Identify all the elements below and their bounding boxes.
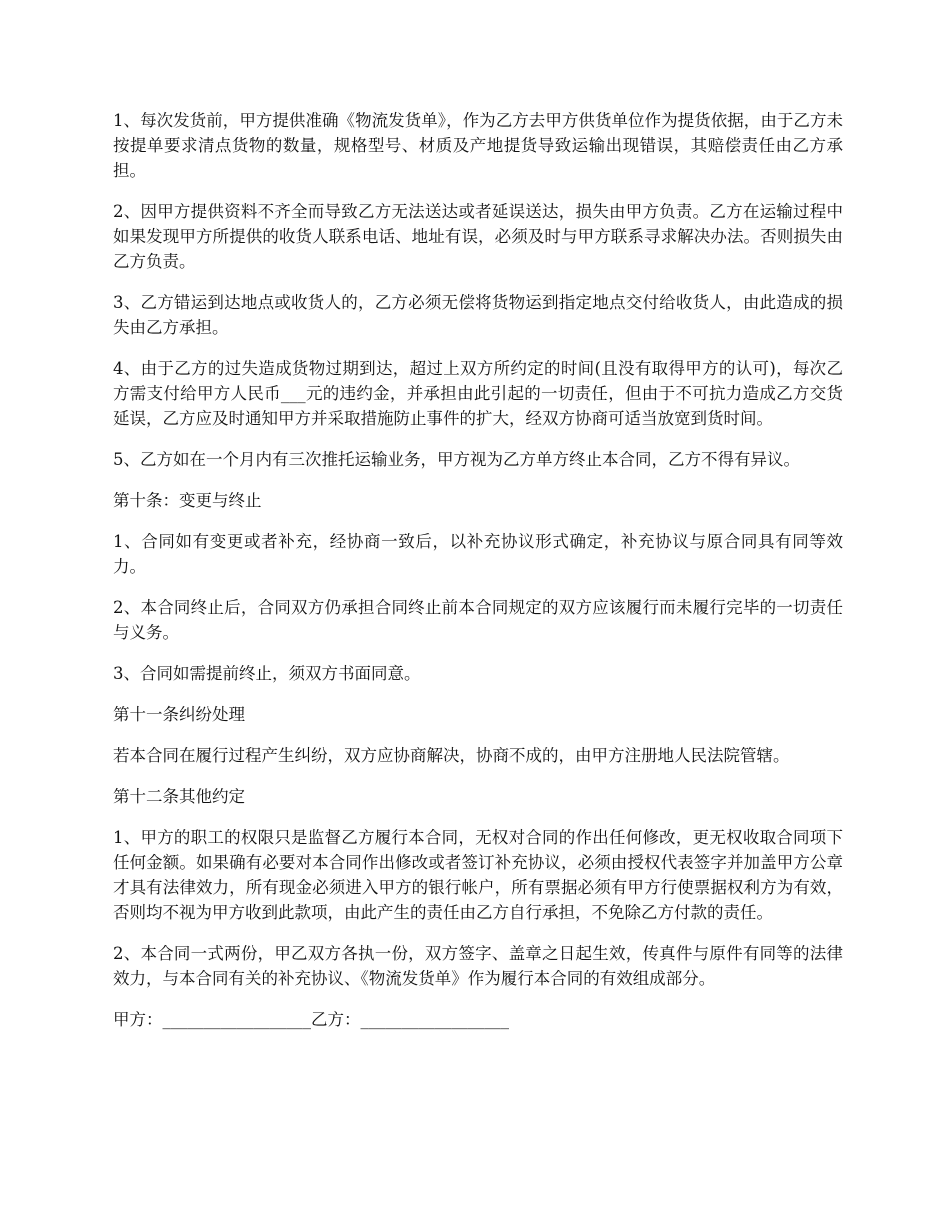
clause-1-delivery-order: 1、每次发货前，甲方提供准确《物流发货单》，作为乙方去甲方供货单位作为提货依据，由于乙方未按提单要求清点货物的数量，规格型号、材质及产地提货导致运输出现错误，其赔偿责任由乙方承担。: [113, 111, 843, 180]
article-12-clause-2: 2、本合同一式两份，甲乙双方各执一份，双方签字、盖章之日起生效，传真件与原件有同等的法律效力，与本合同有关的补充协议、《物流发货单》作为履行本合同的有效组成部分。: [113, 944, 843, 988]
clause-4-late-delivery: 4、由于乙方的过失造成货物过期到达，超过上双方所约定的时间(且没有取得甲方的认可)，每次乙方需支付给甲方人民币___元的违约金，并承担由此引起的一切责任，但由于不可抗力造成乙方交货延误，乙方应及时通知甲方并采取措施防止事件的扩大，经双方协商可适当放宽到货时间。: [113, 359, 843, 428]
clause-3-wrong-delivery: 3、乙方错运到达地点或收货人的，乙方必须无偿将货物运到指定地点交付给收货人，由此造成的损失由乙方承担。: [113, 293, 843, 337]
signature-line: 甲方：__________________乙方：__________________: [113, 1010, 509, 1029]
article-10-clause-2: 2、本合同终止后，合同双方仍承担合同终止前本合同规定的双方应该履行而未履行完毕的一切责任与义务。: [113, 598, 843, 642]
article-10-heading: 第十条：变更与终止: [113, 491, 262, 510]
article-10-clause-3: 3、合同如需提前终止，须双方书面同意。: [113, 664, 421, 683]
clause-2-incomplete-info: 2、因甲方提供资料不齐全而导致乙方无法送达或者延误送达，损失由甲方负责。乙方在运输过程中如果发现甲方所提供的收货人联系电话、地址有误，必须及时与甲方联系寻求解决办法。否则损失由乙方负责。: [113, 202, 843, 271]
article-11-dispute-text: 若本合同在履行过程产生纠纷，双方应协商解决，协商不成的，由甲方注册地人民法院管辖。: [113, 746, 790, 765]
document-page: [113, 108, 843, 1032]
clause-5-refusal: 5、乙方如在一个月内有三次推托运输业务，甲方视为乙方单方终止本合同，乙方不得有异议。: [113, 450, 800, 469]
article-10-clause-1: 1、合同如有变更或者补充，经协商一致后，以补充协议形式确定，补充协议与原合同具有同等效力。: [113, 532, 843, 576]
article-11-heading: 第十一条纠纷处理: [113, 705, 245, 724]
article-12-heading: 第十二条其他约定: [113, 787, 245, 806]
article-12-clause-1: 1、甲方的职工的权限只是监督乙方履行本合同，无权对合同的作出任何修改，更无权收取合同项下任何金额。如果确有必要对本合同作出修改或者签订补充协议，必须由授权代表签字并加盖甲方公章才具有法律效力，所有现金必须进入甲方的银行帐户，所有票据必须有甲方行使票据权利方为有效，否则均不视为甲方收到此款项，由此产生的责任由乙方自行承担，不免除乙方付款的责任。: [113, 828, 843, 922]
